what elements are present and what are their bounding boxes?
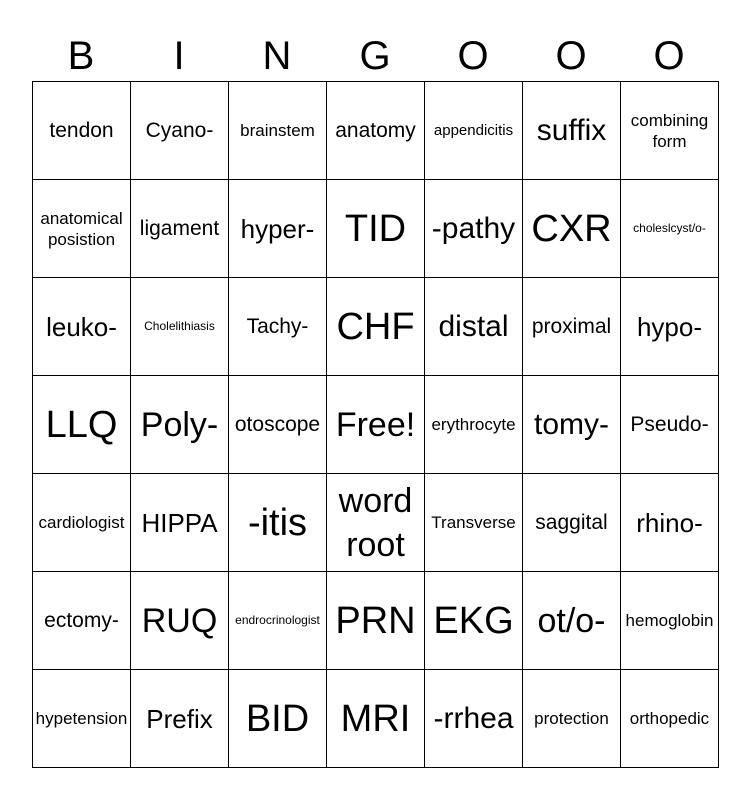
bingo-cell[interactable]: EKG — [425, 572, 523, 670]
bingo-cell[interactable]: CXR — [523, 180, 621, 278]
bingo-cell[interactable]: anatomy — [327, 82, 425, 180]
bingo-cell[interactable]: saggital — [523, 474, 621, 572]
bingo-cell[interactable]: hyper- — [229, 180, 327, 278]
bingo-cell[interactable]: Transverse — [425, 474, 523, 572]
bingo-cell[interactable]: leuko- — [33, 278, 131, 376]
bingo-cell[interactable]: MRI — [327, 670, 425, 768]
bingo-cell[interactable]: anatomical posistion — [33, 180, 131, 278]
bingo-cell[interactable]: erythrocyte — [425, 376, 523, 474]
bingo-cell[interactable]: proximal — [523, 278, 621, 376]
bingo-cell[interactable]: word root — [327, 474, 425, 572]
bingo-cell[interactable]: Tachy- — [229, 278, 327, 376]
header-letter-n: N — [262, 34, 292, 78]
bingo-cell[interactable]: distal — [425, 278, 523, 376]
bingo-cell[interactable]: TID — [327, 180, 425, 278]
bingo-cell[interactable]: hypo- — [621, 278, 719, 376]
header-letter-o-1: O — [457, 34, 489, 78]
header-letter-o-2: O — [555, 34, 587, 78]
bingo-cell[interactable]: hypetension — [33, 670, 131, 768]
bingo-cell[interactable]: ligament — [131, 180, 229, 278]
bingo-cell[interactable]: endrocrinologist — [229, 572, 327, 670]
bingo-cell[interactable]: tomy- — [523, 376, 621, 474]
bingo-cell[interactable]: CHF — [327, 278, 425, 376]
bingo-cell[interactable]: -rrhea — [425, 670, 523, 768]
bingo-cell[interactable]: appendicitis — [425, 82, 523, 180]
bingo-cell[interactable]: Cholelithiasis — [131, 278, 229, 376]
header-letter-g: G — [359, 34, 391, 78]
bingo-cell[interactable]: -itis — [229, 474, 327, 572]
bingo-cell[interactable]: orthopedic — [621, 670, 719, 768]
bingo-cell[interactable]: combining form — [621, 82, 719, 180]
bingo-cell[interactable]: PRN — [327, 572, 425, 670]
bingo-cell[interactable]: Pseudo- — [621, 376, 719, 474]
bingo-cell[interactable]: HIPPA — [131, 474, 229, 572]
bingo-cell[interactable]: tendon — [33, 82, 131, 180]
header-letter-i: I — [173, 34, 185, 78]
bingo-cell[interactable]: otoscope — [229, 376, 327, 474]
bingo-cell[interactable]: protection — [523, 670, 621, 768]
bingo-cell[interactable]: ot/o- — [523, 572, 621, 670]
bingo-cell[interactable]: choleslcyst/o- — [621, 180, 719, 278]
bingo-cell[interactable]: LLQ — [33, 376, 131, 474]
header-letter-b: B — [67, 34, 95, 78]
bingo-board — [32, 81, 719, 768]
bingo-cell[interactable]: brainstem — [229, 82, 327, 180]
bingo-cell[interactable]: rhino- — [621, 474, 719, 572]
bingo-cell[interactable]: hemoglobin — [621, 572, 719, 670]
free-space-cell[interactable]: Free! — [327, 376, 425, 474]
bingo-cell[interactable]: Prefix — [131, 670, 229, 768]
bingo-cell[interactable]: RUQ — [131, 572, 229, 670]
header-letter-o-3: O — [653, 34, 685, 78]
bingo-cell[interactable]: BID — [229, 670, 327, 768]
bingo-cell[interactable]: Cyano- — [131, 82, 229, 180]
bingo-cell[interactable]: suffix — [523, 82, 621, 180]
bingo-cell[interactable]: ectomy- — [33, 572, 131, 670]
bingo-header — [32, 30, 718, 82]
bingo-cell[interactable]: cardiologist — [33, 474, 131, 572]
bingo-cell[interactable]: Poly- — [131, 376, 229, 474]
bingo-cell[interactable]: -pathy — [425, 180, 523, 278]
